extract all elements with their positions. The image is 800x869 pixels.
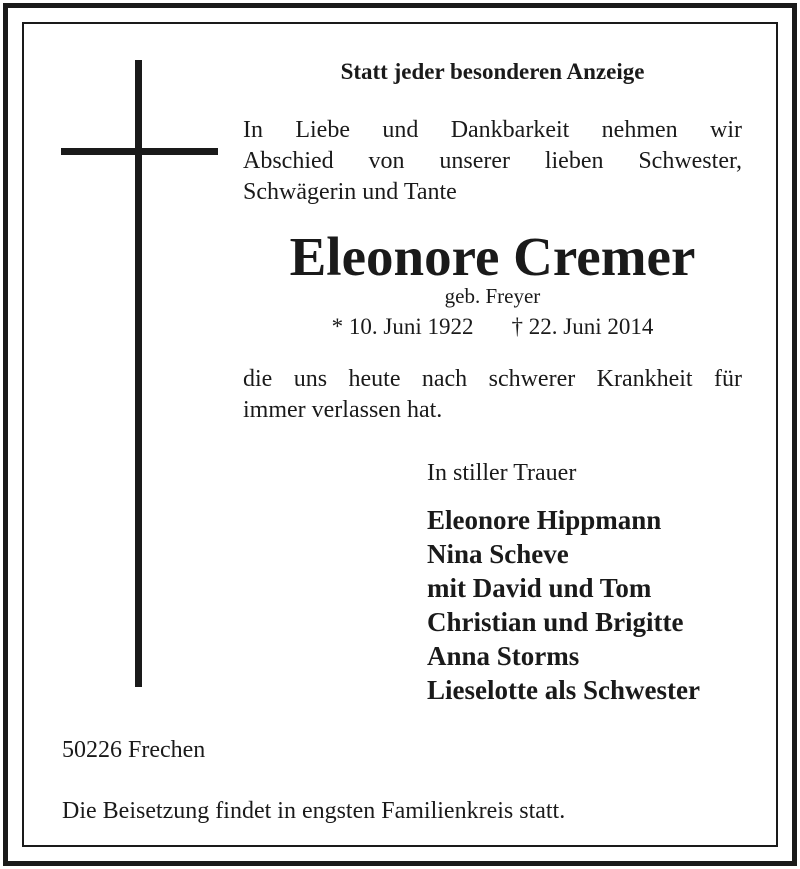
intro-text [243,115,742,208]
mourner-name: Christian und Brigitte [427,607,684,637]
birth-date: * 10. Juni 1922 [331,314,474,339]
mourner-name: Eleonore Hippmann [427,505,662,535]
mourners-list [427,503,700,707]
intro-line: In Liebe und Dankbarkeit nehmen wir [243,117,742,143]
mourner-name: Nina Scheve [427,539,569,569]
deceased-name: Eleonore Cremer [289,226,696,287]
intro-line: Abschied von unserer lieben Schwester, [243,148,742,174]
mourner-name: Lieselotte als Schwester [427,675,700,705]
funeral-note: Die Beisetzung findet in engsten Familienkreis statt. [62,798,566,824]
mourner-name: mit David und Tom [427,573,652,603]
death-date: † 22. Juni 2014 [511,314,654,339]
birth-name: geb. Freyer [444,284,541,308]
intro-line: Schwägerin und Tante [243,179,457,205]
notice-heading: Statt jeder besonderen Anzeige [340,59,645,84]
outro-text [243,364,742,426]
outro-line: immer verlassen hat. [243,397,443,423]
mourner-name: Anna Storms [427,641,580,671]
location: 50226 Frechen [62,737,206,763]
cross-icon-crossbar [61,148,218,155]
outro-line: die uns heute nach schwerer Krankheit für [243,366,742,392]
life-dates [243,313,742,341]
mourning-intro: In stiller Trauer [427,460,577,486]
